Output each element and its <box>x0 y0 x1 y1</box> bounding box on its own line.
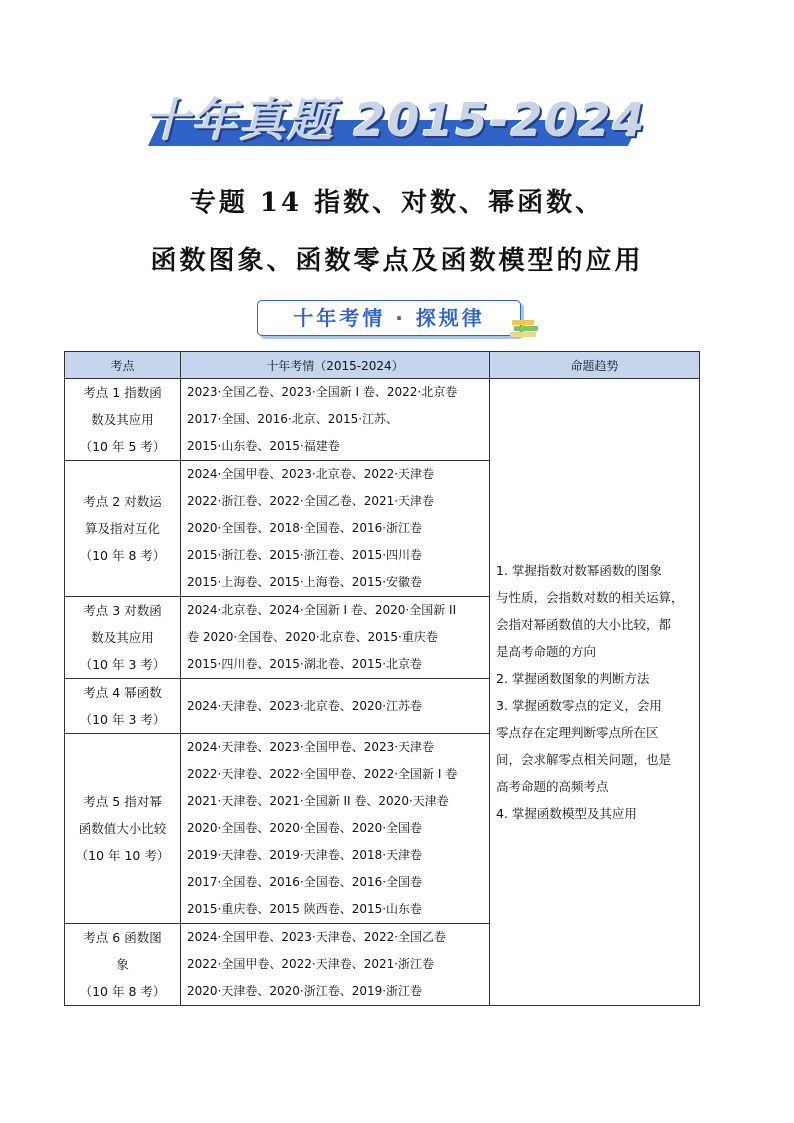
exam-line: 2017·全国卷、2016·全国卷、2016·全国卷 <box>187 875 423 889</box>
topic-cell <box>65 679 181 734</box>
topic-line: （10 年 8 考） <box>79 984 166 999</box>
trend-line: 1. 掌握指数对数幂函数的图象 <box>496 563 662 578</box>
topic-cell <box>65 379 181 461</box>
trend-line: 2. 掌握函数图象的判断方法 <box>496 671 650 686</box>
table-row <box>65 379 700 461</box>
exam-line: 2022·浙江卷、2022·全国乙卷、2021·天津卷 <box>187 494 435 508</box>
topic-line: （10 年 10 考） <box>75 848 170 863</box>
column-header-trend: 命题趋势 <box>490 352 700 379</box>
exams-cell <box>181 597 490 679</box>
trend-line: 3. 掌握函数零点的定义，会用 <box>496 698 662 713</box>
topic-line: 数及其应用 <box>91 412 154 427</box>
topic-line: （10 年 3 考） <box>79 657 166 672</box>
topic-line: 考点 3 对数函 <box>83 603 162 618</box>
exam-line: 2015·浙江卷、2015·浙江卷、2015·四川卷 <box>187 548 423 562</box>
exam-line: 2024·天津卷、2023·全国甲卷、2023·天津卷 <box>187 740 435 754</box>
exams-cell <box>181 734 490 924</box>
topic-line: 考点 2 对数运 <box>83 494 162 509</box>
trend-line: 4. 掌握函数模型及其应用 <box>496 806 637 821</box>
exam-line: 2021·天津卷、2021·全国新 II 卷、2020·天津卷 <box>187 794 449 808</box>
exams-cell <box>181 679 490 734</box>
trend-line: 会指对幂函数值的大小比较，都 <box>496 617 672 632</box>
exams-cell <box>181 924 490 1006</box>
exam-line: 2024·北京卷、2024·全国新 I 卷、2020·全国新 II <box>187 603 457 617</box>
topic-cell <box>65 734 181 924</box>
exam-line: 2024·天津卷、2023·北京卷、2020·江苏卷 <box>187 698 423 713</box>
exam-line: 2019·天津卷、2019·天津卷、2018·天津卷 <box>187 848 423 862</box>
topic-cell <box>65 924 181 1006</box>
exam-line: 卷 2020·全国卷、2020·北京卷、2015·重庆卷 <box>187 630 438 644</box>
exam-line: 2015·重庆卷、2015 陕西卷、2015·山东卷 <box>187 902 423 916</box>
trend-line: 零点存在定理判断零点所在区 <box>496 725 659 740</box>
trend-line: 与性质，会指数对数的相关运算， <box>496 590 684 605</box>
topic-line: 算及指对互化 <box>84 521 160 536</box>
topic-title-line-2: 函数图象、函数零点及函数模型的应用 <box>150 246 644 276</box>
exams-cell <box>181 461 490 597</box>
trend-line: 高考命题的高频考点 <box>496 779 609 794</box>
exam-line: 2015·上海卷、2015·上海卷、2015·安徽卷 <box>187 575 423 589</box>
table-header-row <box>65 352 700 379</box>
exam-line: 2020·天津卷、2020·浙江卷、2019·浙江卷 <box>187 984 423 998</box>
exam-line: 2022·天津卷、2022·全国甲卷、2022·全国新 I 卷 <box>187 767 458 781</box>
topic-line: （10 年 8 考） <box>79 548 166 563</box>
column-header-exams: 十年考情（2015-2024） <box>181 352 490 379</box>
topic-title-line-1: 专题 14 指数、对数、幂函数、 <box>189 188 605 218</box>
exam-line: 2015·四川卷、2015·湖北卷、2015·北京卷 <box>187 657 423 671</box>
topic-line: 象 <box>116 957 129 972</box>
topic-line: 考点 5 指对幂 <box>83 794 162 809</box>
exam-table <box>64 351 700 1006</box>
banner-text: 十年真题 2015-2024 <box>143 93 647 147</box>
topic-cell <box>65 461 181 597</box>
trend-cell <box>490 379 700 1006</box>
column-header-topic: 考点 <box>65 352 181 379</box>
section-label: 十年考情 · 探规律 <box>257 300 521 336</box>
topic-cell <box>65 597 181 679</box>
exam-line: 2024·全国甲卷、2023·天津卷、2022·全国乙卷 <box>187 930 447 944</box>
topic-line: 考点 4 幂函数 <box>83 685 162 700</box>
topic-line: 考点 1 指数函 <box>83 385 162 400</box>
exam-line: 2020·全国卷、2018·全国卷、2016·浙江卷 <box>187 521 423 535</box>
topic-line: （10 年 5 考） <box>79 439 166 454</box>
title-banner <box>140 92 650 158</box>
trend-line: 是高考命题的方向 <box>496 644 597 659</box>
topic-line: （10 年 3 考） <box>79 712 166 727</box>
exam-line: 2015·山东卷、2015·福建卷 <box>187 439 340 453</box>
exam-line: 2024·全国甲卷、2023·北京卷、2022·天津卷 <box>187 467 435 481</box>
topic-line: 考点 6 函数图 <box>83 930 162 945</box>
exam-line: 2017·全国、2016·北京、2015·江苏、 <box>187 412 399 426</box>
exams-cell <box>181 379 490 461</box>
topic-line: 数及其应用 <box>91 630 154 645</box>
exam-line: 2023·全国乙卷、2023·全国新 I 卷、2022·北京卷 <box>187 385 458 399</box>
topic-line: 函数值大小比较 <box>78 821 167 836</box>
books-icon <box>510 316 540 340</box>
exam-line: 2020·全国卷、2020·全国卷、2020·全国卷 <box>187 821 423 835</box>
trend-line: 间，会求解零点相关问题，也是 <box>496 752 672 767</box>
exam-line: 2022·全国甲卷、2022·天津卷、2021·浙江卷 <box>187 957 435 971</box>
